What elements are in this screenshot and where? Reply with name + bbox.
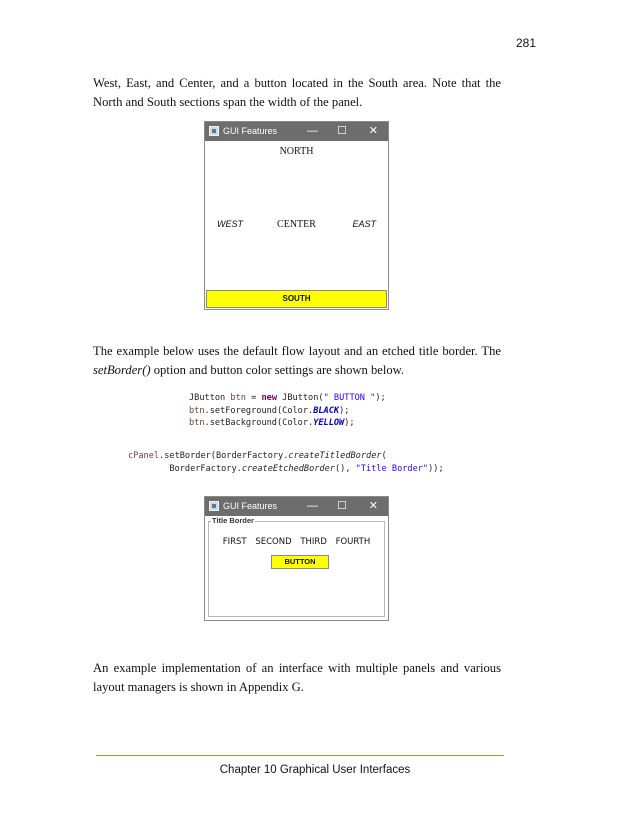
etched-titled-border <box>208 521 385 617</box>
flow-label-row <box>209 537 384 547</box>
close-icon[interactable]: ✕ <box>368 500 378 512</box>
window-titlebar[interactable] <box>205 497 388 516</box>
border-layout-panel <box>205 141 388 309</box>
flow-layout-window <box>204 496 389 621</box>
code-line: btn.setForeground(Color.BLACK); <box>189 405 350 416</box>
south-button[interactable]: SOUTH <box>206 290 387 308</box>
code-line: cPanel.setBorder(BorderFactory.createTitledBorder( <box>128 451 387 461</box>
code-line: JButton btn = new JButton(" BUTTON "); <box>189 393 386 403</box>
maximize-icon[interactable]: ☐ <box>337 125 347 137</box>
center-label: CENTER <box>277 219 316 230</box>
java-app-icon <box>209 126 219 136</box>
java-app-icon <box>209 501 219 511</box>
code-block-set-border <box>128 450 444 475</box>
code-block-button-colors <box>189 392 386 430</box>
footer-rule <box>96 755 504 756</box>
border-title: Title Border <box>212 516 254 525</box>
para2-text-before: The example below uses the default flow layout and an etched title border. The <box>93 344 501 358</box>
west-label: WEST <box>217 219 243 229</box>
minimize-icon[interactable]: — <box>307 500 318 512</box>
chapter-footer: Chapter 10 Graphical User Interfaces <box>219 764 411 776</box>
window-title: GUI Features <box>223 126 278 136</box>
east-label: EAST <box>352 219 376 229</box>
label-third: THIRD <box>300 537 327 547</box>
maximize-icon[interactable]: ☐ <box>337 500 347 512</box>
label-fourth: FOURTH <box>335 537 371 547</box>
window-title: GUI Features <box>223 501 278 511</box>
north-label: NORTH <box>279 146 314 157</box>
border-layout-window <box>204 121 389 310</box>
yellow-button[interactable]: BUTTON <box>271 555 329 569</box>
paragraph-appendix-note: An example implementation of an interface with multiple panels and various layout managers is shown in Appendix G. <box>93 661 501 694</box>
label-first: FIRST <box>222 537 247 547</box>
setborder-method-ref: setBorder() <box>93 363 151 377</box>
code-line: btn.setBackground(Color.YELLOW); <box>189 418 355 428</box>
label-second: SECOND <box>255 537 292 547</box>
flow-layout-panel <box>205 516 388 620</box>
paragraph-flow-layout <box>93 342 501 380</box>
paragraph-border-layout: West, East, and Center, and a button located in the South area. Note that the North and South sections span the width of the panel. <box>93 76 501 109</box>
close-icon[interactable]: ✕ <box>368 125 378 137</box>
page-number: 281 <box>515 36 536 50</box>
para2-text-after: option and button color settings are shown below. <box>150 363 405 377</box>
code-line: BorderFactory.createEtchedBorder(), "Title Border")); <box>128 463 444 474</box>
minimize-icon[interactable]: — <box>307 125 318 137</box>
window-titlebar[interactable] <box>205 122 388 141</box>
